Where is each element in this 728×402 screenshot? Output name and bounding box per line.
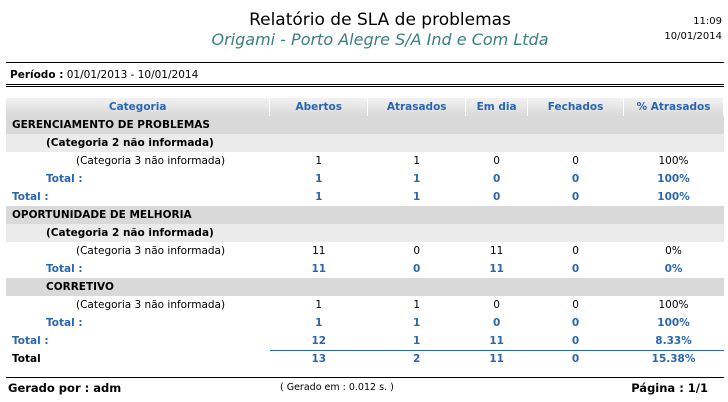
table-header-row (6, 98, 724, 116)
cell-em-dia: 0 (492, 317, 501, 329)
detail-row (6, 296, 724, 314)
cell-pct: 15.38% (624, 350, 724, 368)
subtotal-row (6, 170, 724, 188)
subtotal-label: Total : (46, 317, 83, 329)
gerado-em: ( Gerado em : 0.012 s. ) (280, 382, 394, 393)
subgroup-row (6, 134, 724, 152)
cell-pct: 100% (657, 191, 690, 203)
cell-abertos: 11 (312, 245, 326, 257)
cell-em-dia: 11 (489, 334, 504, 347)
cell-pct: 100% (657, 317, 690, 329)
cell-abertos: 12 (311, 334, 327, 347)
col-em-dia: Em dia (466, 98, 528, 116)
sla-table (6, 98, 724, 368)
cell-abertos: 1 (315, 317, 323, 329)
cell-atrasados: 1 (413, 299, 421, 311)
group-row (6, 278, 724, 296)
cell-fechados: 0 (571, 317, 580, 329)
report-time: 11:09 (693, 16, 722, 27)
company-subtitle: Origami - Porto Alegre S/A Ind e Com Ltda (211, 30, 549, 49)
periodo-rule (6, 84, 724, 87)
cell-atrasados: 0 (413, 263, 421, 275)
group-total-row (6, 332, 724, 350)
detail-label: (Categoria 3 não informada) (76, 155, 226, 167)
cell-fechados: 0 (572, 155, 579, 167)
detail-label: (Categoria 3 não informada) (76, 299, 226, 311)
cell-fechados: 0 (571, 263, 580, 275)
cell-atrasados: 1 (413, 334, 421, 347)
cell-em-dia: 0 (492, 191, 501, 203)
cell-em-dia: 11 (489, 263, 504, 275)
subgroup-row (6, 224, 724, 242)
cell-pct: 100% (657, 173, 690, 185)
cell-fechados: 0 (571, 173, 580, 185)
cell-em-dia: 0 (492, 173, 501, 185)
cell-fechados: 0 (572, 245, 579, 257)
periodo-line (10, 69, 198, 81)
subtotal-row (6, 260, 724, 278)
group-total-row (6, 188, 724, 206)
cell-em-dia: 0 (493, 155, 500, 167)
col-fechados: Fechados (528, 98, 624, 116)
cell-fechados: 0 (571, 334, 580, 347)
group-total-label: Total : (12, 191, 49, 203)
cell-atrasados: 0 (413, 245, 421, 257)
cell-pct: 100% (658, 155, 689, 167)
cell-pct: 8.33% (655, 334, 692, 347)
cell-fechados: 0 (571, 191, 580, 203)
cell-em-dia: 11 (489, 245, 504, 257)
report-title: Relatório de SLA de problemas (249, 10, 511, 30)
cell-atrasados: 1 (413, 155, 421, 167)
detail-label: (Categoria 3 não informada) (76, 245, 226, 257)
cell-atrasados: 1 (413, 173, 421, 185)
periodo-label: Período : (10, 69, 64, 81)
cell-fechados: 0 (528, 350, 624, 368)
col-pct-atrasados: % Atrasados (624, 98, 724, 116)
footer-rule (6, 377, 724, 378)
cell-em-dia: 0 (493, 299, 500, 311)
group-row (6, 206, 724, 224)
group-row (6, 116, 724, 134)
cell-abertos: 1 (315, 155, 323, 167)
grand-total-row (6, 350, 724, 368)
group-name: CORRETIVO (46, 281, 114, 293)
subgroup-name: (Categoria 2 não informada) (46, 137, 214, 149)
cell-fechados: 0 (572, 299, 579, 311)
gerado-por: Gerado por : adm (8, 381, 122, 395)
cell-pct: 0% (665, 245, 682, 257)
subtotal-row (6, 314, 724, 332)
group-total-label: Total : (12, 335, 49, 347)
cell-abertos: 13 (270, 350, 368, 368)
cell-em-dia: 11 (466, 350, 528, 368)
cell-pct: 100% (658, 299, 689, 311)
report-date: 10/01/2014 (664, 31, 722, 42)
subgroup-name: (Categoria 2 não informada) (46, 227, 214, 239)
cell-pct: 0% (664, 263, 683, 275)
cell-atrasados: 2 (368, 350, 466, 368)
detail-row (6, 152, 724, 170)
cell-abertos: 11 (311, 263, 327, 275)
header-rule (6, 62, 724, 63)
detail-row (6, 242, 724, 260)
cell-abertos: 1 (315, 173, 323, 185)
subtotal-label: Total : (46, 173, 83, 185)
cell-abertos: 1 (315, 191, 323, 203)
periodo-value: 01/01/2013 - 10/01/2014 (66, 69, 199, 81)
cell-abertos: 1 (315, 299, 323, 311)
pagina: Página : 1/1 (631, 381, 708, 395)
subtotal-label: Total : (46, 263, 83, 275)
cell-atrasados: 1 (413, 191, 421, 203)
col-categoria: Categoria (6, 98, 270, 116)
group-name: GERENCIAMENTO DE PROBLEMAS (12, 119, 210, 131)
col-atrasados: Atrasados (368, 98, 466, 116)
col-abertos: Abertos (270, 98, 368, 116)
grand-total-label: Total (12, 353, 41, 365)
group-name: OPORTUNIDADE DE MELHORIA (12, 209, 192, 221)
cell-atrasados: 1 (413, 317, 421, 329)
